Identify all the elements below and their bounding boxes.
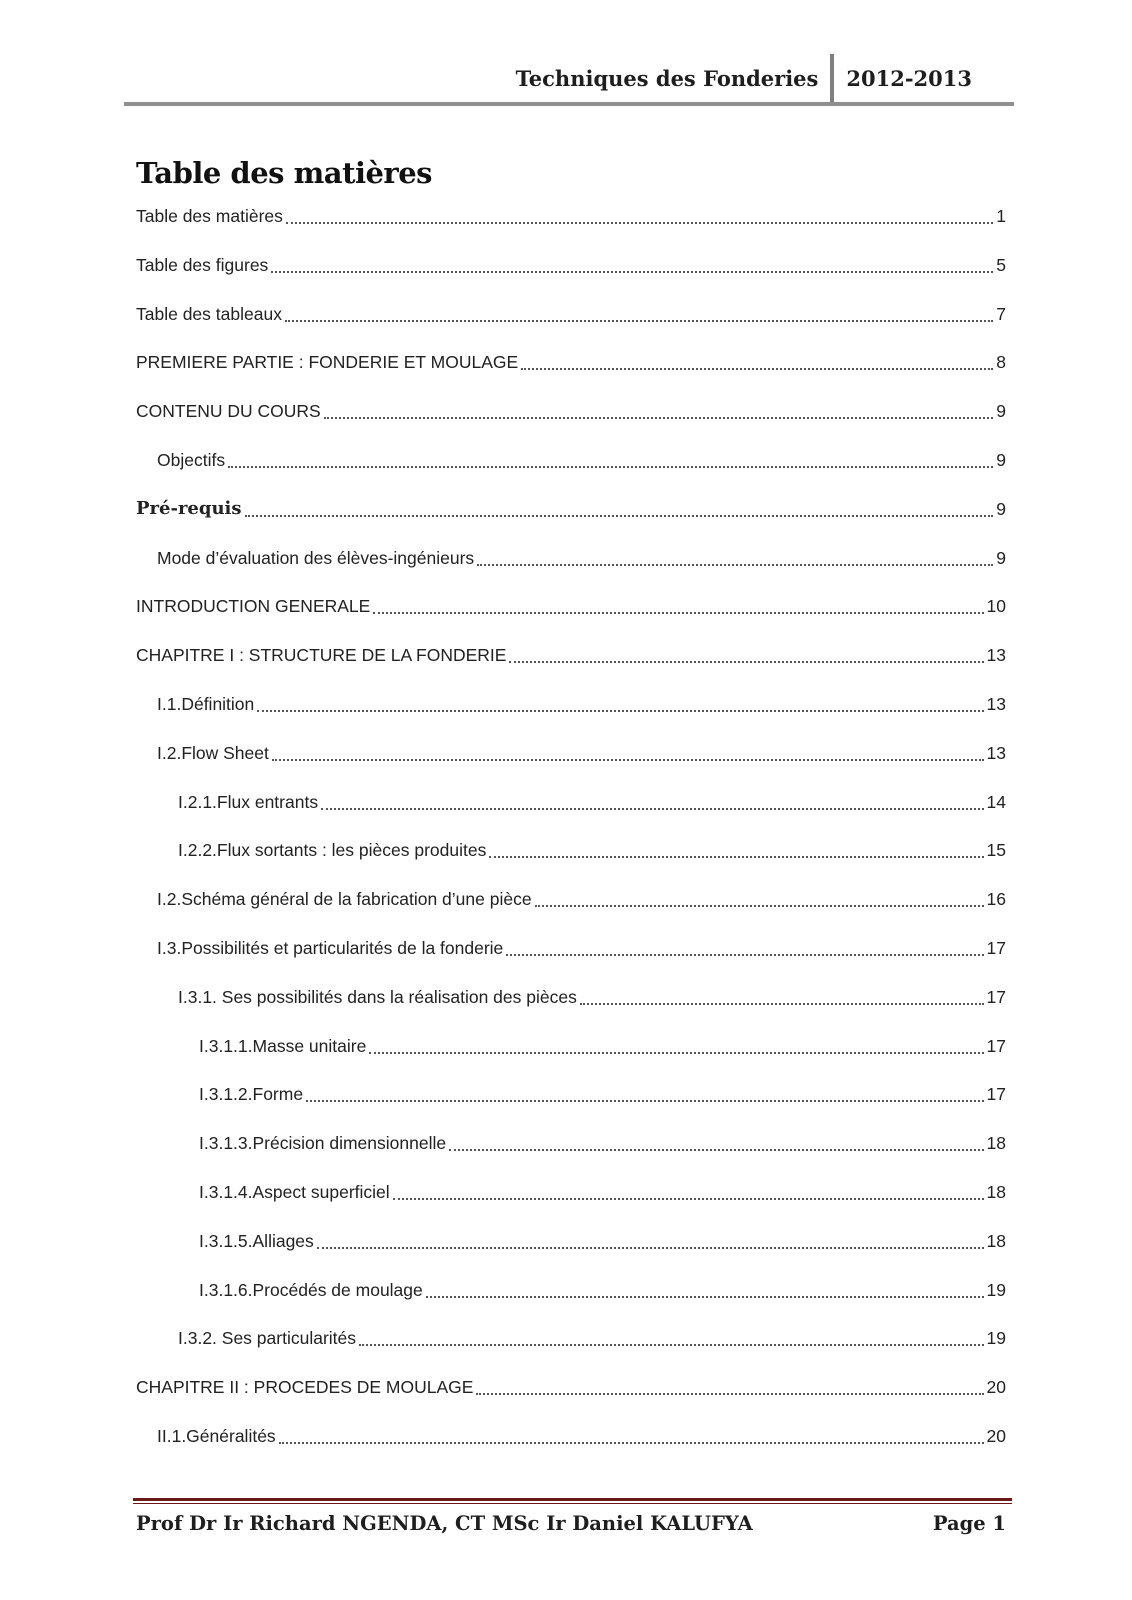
toc-entry-label: I.2.Flow Sheet — [157, 742, 269, 763]
toc-dot-leader — [449, 1131, 983, 1151]
toc-entry-page: 9 — [996, 449, 1006, 470]
toc-entry-page: 18 — [986, 1133, 1006, 1154]
toc-entry-label: I.1.Définition — [157, 693, 255, 714]
toc-dot-leader — [393, 1180, 984, 1200]
toc-entry[interactable] — [136, 302, 1006, 351]
toc-dot-leader — [306, 1082, 983, 1102]
toc-entry-label: I.3.1.3.Précision dimensionnelle — [199, 1133, 447, 1154]
toc-entry-page: 19 — [986, 1328, 1006, 1349]
toc-entry[interactable] — [136, 497, 1006, 546]
toc-dot-leader — [489, 838, 983, 858]
toc-entry-page: 20 — [986, 1377, 1006, 1398]
toc-entry-page: 9 — [996, 547, 1006, 568]
toc-entry[interactable] — [136, 253, 1006, 302]
toc-entry-page: 14 — [986, 791, 1006, 812]
toc-entry-label: Pré-requis — [136, 497, 242, 519]
toc-entry-page: 19 — [986, 1279, 1006, 1300]
toc-entry[interactable] — [136, 790, 1006, 839]
toc-entry-label: I.3.1.5.Alliages — [199, 1230, 314, 1251]
toc-entry-label: I.3.Possibilités et particularités de la fonderie — [157, 937, 504, 958]
toc-entry-page: 7 — [996, 303, 1006, 324]
toc-dot-leader — [509, 643, 983, 663]
toc-entry-page: 9 — [996, 401, 1006, 422]
toc-entry[interactable] — [136, 936, 1006, 985]
toc-dot-leader — [521, 350, 993, 370]
toc-dot-leader — [286, 204, 993, 224]
toc-entry[interactable] — [136, 985, 1006, 1034]
toc-dot-leader — [272, 741, 984, 761]
page-header — [124, 50, 1014, 106]
toc-entry-label: INTRODUCTION GENERALE — [136, 596, 371, 617]
toc-entry-label: I.3.1.4.Aspect superficiel — [199, 1181, 390, 1202]
toc-dot-leader — [373, 594, 983, 614]
toc-entry[interactable] — [136, 448, 1006, 497]
toc-entry[interactable] — [136, 887, 1006, 936]
toc-dot-leader — [257, 692, 983, 712]
toc-entry[interactable] — [136, 350, 1006, 399]
toc-entry-label: I.3.1.2.Forme — [199, 1084, 304, 1105]
toc-entry-label: Objectifs — [157, 449, 226, 470]
toc-entry-label: I.2.2.Flux sortants : les pièces produites — [178, 840, 487, 861]
toc-entry-label: CHAPITRE I : STRUCTURE DE LA FONDERIE — [136, 645, 507, 666]
toc-dot-leader — [580, 985, 984, 1005]
toc-entry-label: I.2.1.Flux entrants — [178, 791, 319, 812]
toc-entry-page: 20 — [986, 1425, 1006, 1446]
toc-dot-leader — [321, 790, 983, 810]
toc-entry-label: Table des matières — [136, 206, 283, 226]
toc-title: Table des matières — [136, 156, 432, 190]
toc-entry-page: 1 — [996, 206, 1006, 226]
toc-entry[interactable] — [136, 1082, 1006, 1131]
toc-entry-page: 15 — [986, 840, 1006, 861]
toc-entry[interactable] — [136, 1375, 1006, 1424]
toc-dot-leader — [228, 448, 993, 468]
header-title: Techniques des Fonderies — [515, 66, 819, 91]
toc-entry-page: 17 — [986, 1084, 1006, 1105]
toc-entry[interactable] — [136, 643, 1006, 692]
toc-dot-leader — [506, 936, 983, 956]
toc-dot-leader — [279, 1424, 984, 1444]
toc-entry[interactable] — [136, 1229, 1006, 1278]
table-of-contents — [136, 204, 1006, 1473]
toc-entry-label: I.3.1.1.Masse unitaire — [199, 1035, 367, 1056]
toc-entry[interactable] — [136, 838, 1006, 887]
toc-dot-leader — [476, 1375, 983, 1395]
toc-entry-label: CHAPITRE II : PROCEDES DE MOULAGE — [136, 1377, 474, 1398]
toc-dot-leader — [245, 497, 994, 517]
toc-entry-label: PREMIERE PARTIE : FONDERIE ET MOULAGE — [136, 352, 519, 373]
toc-entry-page: 18 — [986, 1230, 1006, 1251]
toc-dot-leader — [271, 253, 993, 273]
page-footer — [136, 1512, 1006, 1535]
header-rule — [124, 102, 1014, 106]
toc-entry[interactable] — [136, 399, 1006, 448]
footer-authors: Prof Dr Ir Richard NGENDA, CT MSc Ir Daniel KALUFYA — [136, 1512, 753, 1535]
toc-entry-page: 17 — [986, 986, 1006, 1007]
toc-entry[interactable] — [136, 546, 1006, 595]
footer-rule — [133, 1498, 1012, 1501]
footer-page-number: Page 1 — [932, 1512, 1006, 1535]
header-year: 2012-2013 — [846, 66, 972, 91]
toc-entry-label: I.3.1. Ses possibilités dans la réalisation des pièces — [178, 986, 577, 1007]
toc-entry-page: 13 — [986, 742, 1006, 763]
toc-entry[interactable] — [136, 1131, 1006, 1180]
toc-entry-label: II.1.Généralités — [157, 1425, 276, 1446]
toc-entry-page: 17 — [986, 1035, 1006, 1056]
toc-entry[interactable] — [136, 1034, 1006, 1083]
footer-rule-thin — [133, 1503, 1012, 1504]
toc-entry-page: 18 — [986, 1181, 1006, 1202]
toc-entry-label: CONTENU DU COURS — [136, 401, 321, 422]
toc-entry-page: 10 — [986, 596, 1006, 617]
toc-dot-leader — [535, 887, 984, 907]
toc-entry-page: 17 — [986, 937, 1006, 958]
toc-entry[interactable] — [136, 692, 1006, 741]
toc-entry-label: Table des figures — [136, 254, 269, 275]
toc-entry[interactable] — [136, 594, 1006, 643]
toc-dot-leader — [317, 1229, 984, 1249]
toc-entry-page: 13 — [986, 645, 1006, 666]
toc-entry[interactable] — [136, 1326, 1006, 1375]
toc-entry-page: 16 — [986, 889, 1006, 910]
toc-entry[interactable] — [136, 1180, 1006, 1229]
toc-entry-label: I.2.Schéma général de la fabrication d’une pièce — [157, 889, 532, 910]
toc-dot-leader — [426, 1278, 984, 1298]
toc-entry[interactable] — [136, 1424, 1006, 1473]
toc-entry[interactable] — [136, 741, 1006, 790]
toc-entry-page: 9 — [996, 498, 1006, 519]
toc-entry-label: Mode d’évaluation des élèves-ingénieurs — [157, 547, 475, 568]
toc-entry[interactable] — [136, 204, 1006, 253]
toc-dot-leader — [359, 1326, 984, 1346]
toc-dot-leader — [324, 399, 994, 419]
toc-entry-page: 13 — [986, 693, 1006, 714]
toc-dot-leader — [369, 1034, 983, 1054]
toc-dot-leader — [285, 302, 993, 322]
toc-entry-page: 5 — [996, 254, 1006, 275]
toc-entry-label: I.3.1.6.Procédés de moulage — [199, 1279, 423, 1300]
toc-entry-label: Table des tableaux — [136, 303, 282, 324]
toc-entry-label: I.3.2. Ses particularités — [178, 1328, 356, 1349]
toc-entry[interactable] — [136, 1278, 1006, 1327]
toc-dot-leader — [477, 546, 993, 566]
toc-entry-page: 8 — [996, 352, 1006, 373]
